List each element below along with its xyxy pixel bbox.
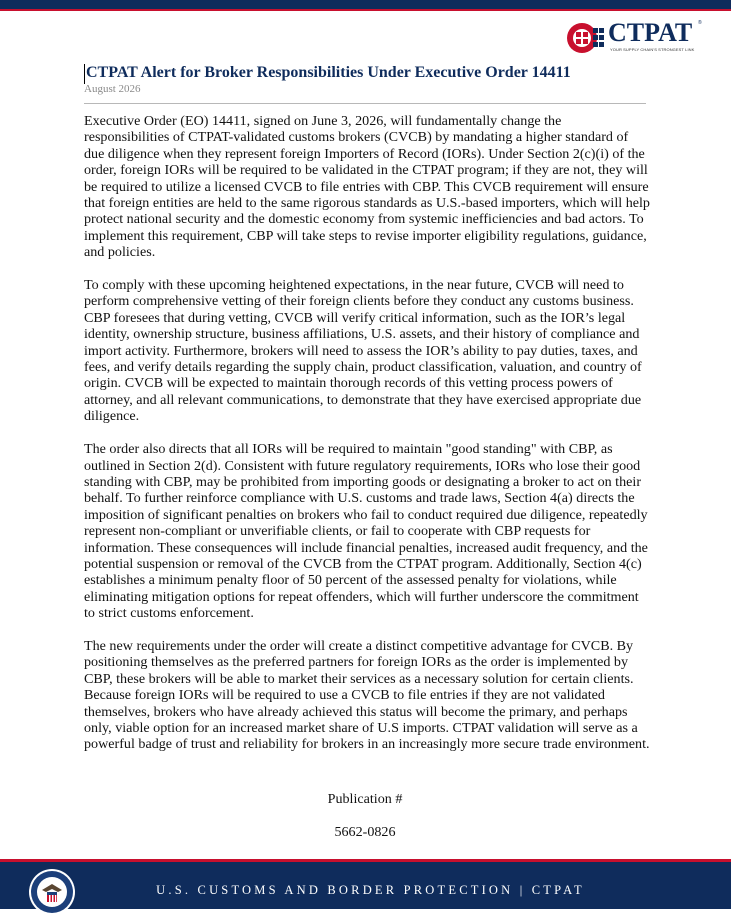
title-block — [84, 64, 646, 96]
body-paragraph: Executive Order (EO) 14411, signed on June 3, 2026, will fundamentally change the responsibilities of CTPAT-validated customs brokers (CVCB) by mandating a higher standard of due diligence when they represent foreign Importers of Record (IORs). Under Section 2(c)(i) of the order, foreign IORs will be required to be validated in the CTPAT program; if they are not, they will be required to utilize a licensed CVCB to file entries with CBP. This CVCB requirement will ensure that foreign entities are held to the same rigorous standards as U.S.-based importers, which will help protect national security and the domestic economy from systemic inefficiencies and bad actors. To implement this requirement, CBP will take steps to revise importer eligibility regulations, guidance, and policies. — [84, 113, 650, 261]
top-red-stripe — [0, 9, 731, 11]
ctpat-tagline: YOUR SUPPLY CHAIN'S STRONGEST LINK — [610, 47, 695, 52]
ctpat-logo — [566, 20, 706, 56]
document-title: CTPAT Alert for Broker Responsibilities Under Executive Order 14411 — [86, 64, 571, 81]
document-body — [84, 113, 650, 769]
body-paragraph: To comply with these upcoming heightened expectations, in the near future, CVCB will need to perform comprehensive vetting of their foreign clients before they conduct any customs business. CBP foresees that during vetting, CVCB will verify critical information, such as the IOR’s legal identity, ownership structure, business affiliations, U.S. assets, and their history of compliance and import activity. Furthermore, brokers will need to assess the IOR’s ability to pay duties, taxes, and fees, and verify details regarding the supply chain, product classification, valuation, and country of origin. CVCB will be expected to maintain thorough records of this vetting process powers of attorney, and all relevant communications, to demonstrate that they have exercised appropriate due diligence. — [84, 277, 642, 425]
document-date: August 2026 — [84, 83, 141, 95]
title-divider — [84, 103, 646, 104]
ctpat-logo-icon — [566, 22, 606, 54]
body-paragraph: The new requirements under the order will create a distinct competitive advantage for CVCB. By positioning themselves as the preferred partners for foreign IORs as the order is implemented by CBP, these brokers will be able to market their services as a necessary solution for certain clients. Because foreign IORs will be required to use a CVCB to file entries if they are not validated themselves, brokers who have already achieved this status will become the primary, and perhaps only, viable option for an increased market share of U.S imports. CTPAT validation will serve as a powerful badge of trust and reliability for brokers in an increasingly more secure trade environment. — [84, 637, 650, 753]
top-navy-bar — [0, 0, 731, 9]
ctpat-wordmark: CTPAT — [608, 18, 693, 47]
body-paragraph: The order also directs that all IORs will be required to maintain "good standing" with CBP, as outlined in Section 2(d). Consistent with future regulatory requirements, IORs who lose their good standing with CBP, may be prohibited from importing goods or designating a broker to act on their behalf. To further reinforce compliance with U.S. customs and trade laws, Section 4(a) directs the imposition of significant penalties on brokers who fail to conduct required due diligence, repeatedly represent non-compliant or unverifiable clients, or fail to cooperate with CBP requests for information. These consequences will include financial penalties, increased audit frequency, and the potential suspension or removal of the CVCB from the CTPAT program. Additionally, Section 4(c) establishes a minimum penalty floor of 50 percent of the assessed penalty for violations, while eliminating mitigation options for repeat offenders, which will further underscore the commitment to strict customs enforcement. — [84, 441, 648, 622]
publication-number: 5662-0826 — [334, 824, 396, 840]
publication-label: Publication # — [327, 791, 403, 807]
registered-mark: ® — [698, 20, 702, 26]
footer-text: U.S. CUSTOMS AND BORDER PROTECTION | CTPAT — [156, 883, 585, 897]
